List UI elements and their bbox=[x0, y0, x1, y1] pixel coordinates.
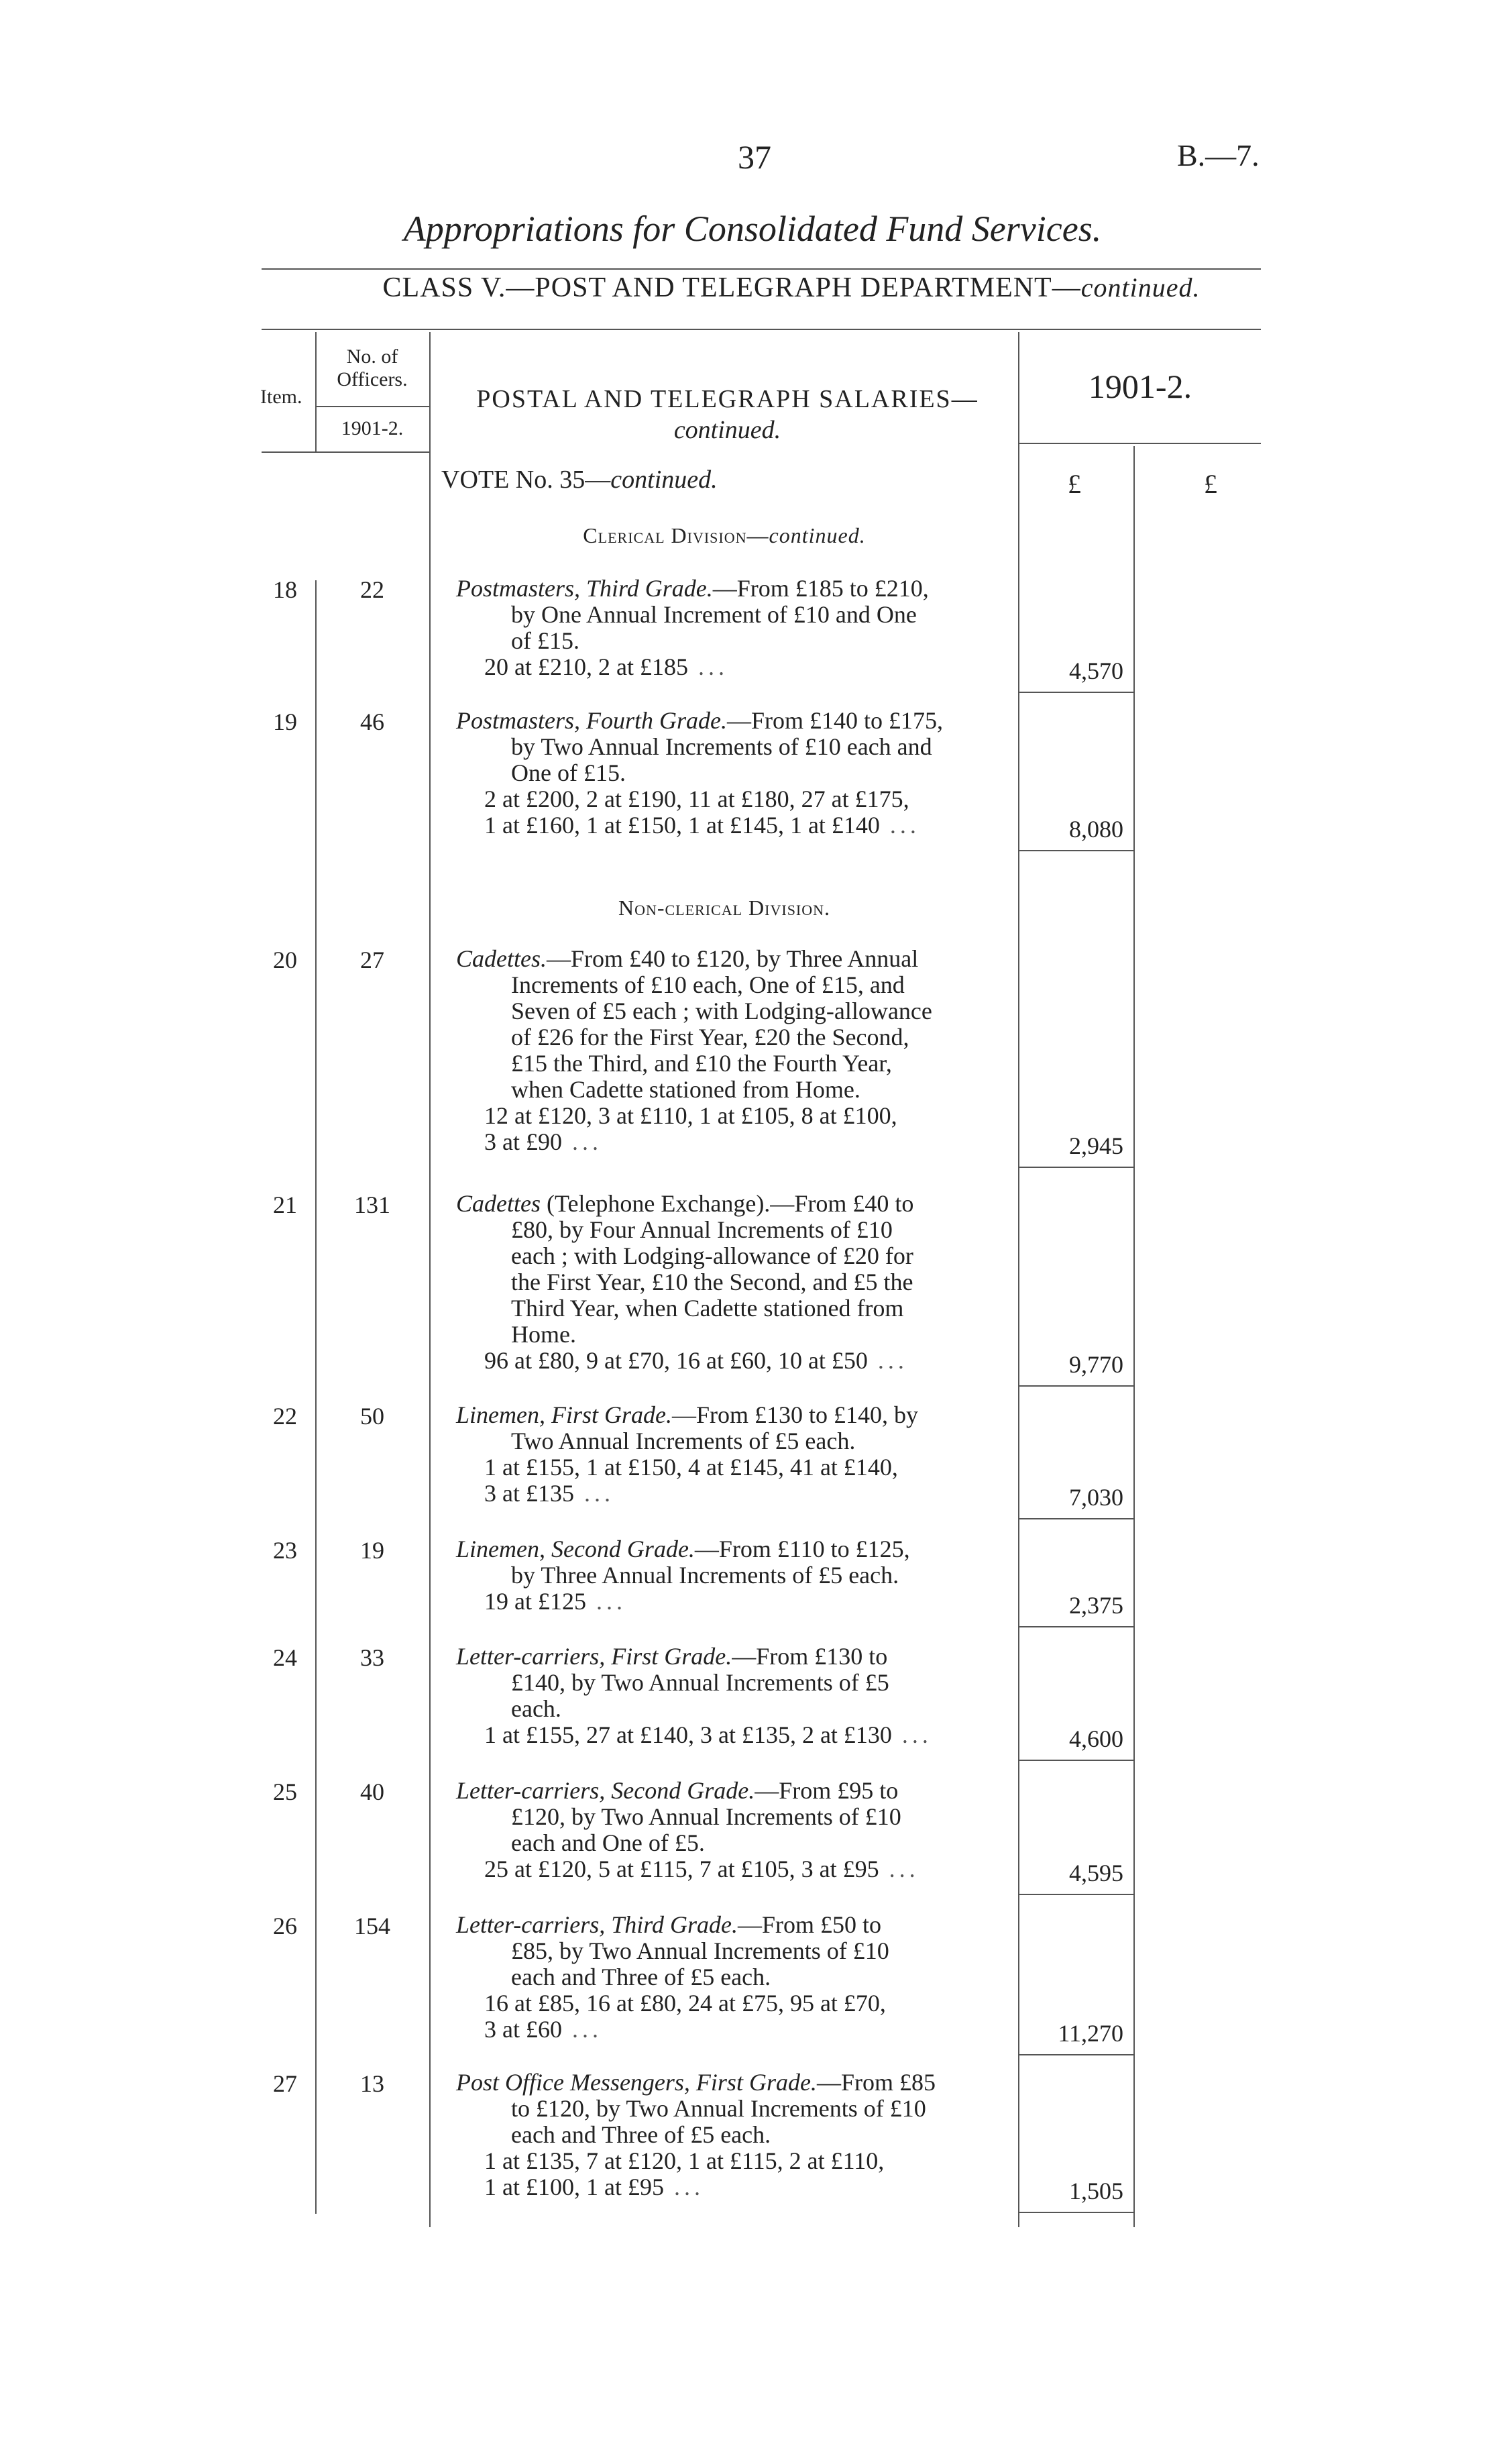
class-heading-continued: continued. bbox=[1080, 272, 1201, 303]
item-number: 19 bbox=[273, 708, 297, 735]
description-text: of £26 for the First Year, £20 the Second, bbox=[511, 1024, 909, 1051]
leader-dots: ... bbox=[561, 2016, 602, 2043]
description-text: From £40 to bbox=[794, 1190, 914, 1217]
description-line bbox=[456, 972, 1013, 998]
description-text: to £120, by Two Annual Increments of £10 bbox=[511, 2095, 926, 2122]
description-line bbox=[456, 708, 1013, 734]
amount-rule bbox=[1018, 1518, 1133, 1519]
grade-title: Postmasters, Third Grade. bbox=[456, 575, 713, 602]
vote-continued: continued. bbox=[610, 466, 718, 494]
breakdown-line bbox=[456, 1103, 1013, 1129]
item-number: 24 bbox=[273, 1644, 297, 1671]
rule-col-amount bbox=[1018, 332, 1019, 2227]
amount-value: 4,595 bbox=[1069, 1860, 1123, 1886]
document-reference: B.—7. bbox=[1177, 138, 1260, 172]
amount-rule bbox=[1018, 1760, 1133, 1761]
breakdown-line bbox=[456, 1129, 1013, 1155]
breakdown-text: 1 at £135, 7 at £120, 1 at £115, 2 at £110, bbox=[484, 2147, 885, 2174]
officer-count: 154 bbox=[354, 1913, 390, 1939]
officer-count: 33 bbox=[360, 1644, 384, 1671]
description-line bbox=[456, 1670, 1013, 1696]
breakdown-line bbox=[456, 1481, 1013, 1507]
amount-rule bbox=[1018, 850, 1133, 851]
currency-symbol-col1: £ bbox=[1068, 469, 1081, 499]
item-number: 22 bbox=[273, 1403, 297, 1430]
column-header-officers-label: Officers. bbox=[337, 368, 408, 390]
description-line bbox=[456, 1964, 1013, 1990]
grade-dash: — bbox=[546, 945, 571, 972]
leader-dots: ... bbox=[867, 1347, 908, 1374]
salary-description bbox=[456, 946, 1013, 1155]
description-line bbox=[456, 1644, 1013, 1670]
amount-rule bbox=[1018, 1894, 1133, 1895]
description-text: One of £15. bbox=[511, 759, 626, 786]
description-line bbox=[456, 1024, 1013, 1051]
vote-label: VOTE No. 35— bbox=[441, 466, 611, 494]
description-text: by Three Annual Increments of £5 each. bbox=[511, 1562, 899, 1589]
breakdown-text: 19 at £125 bbox=[484, 1588, 586, 1615]
description-text: each and Three of £5 each. bbox=[511, 1964, 771, 1990]
breakdown-text: 3 at £135 bbox=[484, 1480, 574, 1507]
description-line bbox=[456, 2096, 1013, 2122]
description-text: From £95 to bbox=[779, 1777, 899, 1804]
amount-rule bbox=[1018, 2212, 1133, 2213]
grade-dash: (Telephone Exchange).— bbox=[540, 1190, 795, 1217]
grade-title: Cadettes bbox=[456, 1190, 541, 1217]
description-line bbox=[456, 576, 1013, 602]
currency-symbol-col2: £ bbox=[1204, 469, 1217, 499]
salary-description bbox=[456, 1191, 1013, 1374]
description-text: Home. bbox=[511, 1321, 576, 1348]
grade-title: Linemen, Second Grade. bbox=[456, 1536, 695, 1562]
breakdown-line bbox=[456, 1454, 1013, 1481]
officer-count: 13 bbox=[360, 2070, 384, 2097]
breakdown-text: 1 at £160, 1 at £150, 1 at £145, 1 at £140 bbox=[484, 812, 880, 839]
salary-description bbox=[456, 1778, 1013, 1882]
column-header-officers-year: 1901-2. bbox=[341, 417, 404, 439]
officer-count: 27 bbox=[360, 947, 384, 973]
salary-description bbox=[456, 1402, 1013, 1507]
rule-col-description bbox=[429, 332, 431, 2227]
breakdown-text: 20 at £210, 2 at £185 bbox=[484, 653, 688, 680]
description-text: when Cadette stationed from Home. bbox=[511, 1076, 860, 1103]
description-line bbox=[456, 1830, 1013, 1856]
amount-rule bbox=[1018, 1167, 1133, 1168]
description-line bbox=[456, 1536, 1013, 1562]
description-line bbox=[456, 1191, 1013, 1217]
grade-dash: — bbox=[755, 1777, 779, 1804]
description-text: each and One of £5. bbox=[511, 1829, 705, 1856]
description-line bbox=[456, 1778, 1013, 1804]
description-line bbox=[456, 1051, 1013, 1077]
column-header-year: 1901-2. bbox=[1088, 368, 1192, 405]
breakdown-text: 25 at £120, 5 at £115, 7 at £105, 3 at £95 bbox=[484, 1856, 879, 1882]
leader-dots: ... bbox=[687, 653, 728, 680]
grade-title: Cadettes. bbox=[456, 945, 547, 972]
description-line bbox=[456, 1428, 1013, 1454]
leader-dots: ... bbox=[891, 1721, 932, 1748]
column-header-salaries bbox=[437, 384, 1017, 445]
section-clerical-division bbox=[429, 523, 1019, 548]
rule-head-officers bbox=[315, 451, 429, 453]
leader-dots: ... bbox=[573, 1480, 614, 1507]
description-text: £140, by Two Annual Increments of £5 bbox=[511, 1669, 889, 1696]
breakdown-line bbox=[456, 1348, 1013, 1374]
section-non-clerical-division: Non-clerical Division. bbox=[618, 896, 831, 920]
description-text: From £130 to bbox=[756, 1643, 888, 1670]
grade-title: Letter-carriers, Second Grade. bbox=[456, 1777, 755, 1804]
rule-col-total bbox=[1133, 446, 1135, 2227]
leader-dots: ... bbox=[879, 812, 920, 839]
grade-dash: — bbox=[712, 575, 737, 602]
rule-col-officers bbox=[315, 580, 317, 2214]
rule-top bbox=[262, 268, 1261, 270]
description-text: From £110 to £125, bbox=[718, 1536, 910, 1562]
description-line bbox=[456, 2070, 1013, 2096]
breakdown-line bbox=[456, 1990, 1013, 2017]
description-line bbox=[456, 1243, 1013, 1269]
description-text: From £185 to £210, bbox=[736, 575, 929, 602]
breakdown-line bbox=[456, 2174, 1013, 2200]
officer-count: 19 bbox=[360, 1537, 384, 1564]
breakdown-text: 1 at £100, 1 at £95 bbox=[484, 2174, 664, 2200]
description-line bbox=[456, 1696, 1013, 1722]
grade-title: Linemen, First Grade. bbox=[456, 1401, 672, 1428]
description-text: Third Year, when Cadette stationed from bbox=[511, 1295, 904, 1322]
description-text: From £140 to £175, bbox=[751, 707, 944, 734]
class-heading-text: CLASS V.—POST AND TELEGRAPH DEPARTMENT— bbox=[382, 272, 1081, 303]
breakdown-line bbox=[456, 1589, 1013, 1615]
officer-count: 46 bbox=[360, 708, 384, 735]
page-number: 37 bbox=[738, 138, 771, 176]
amount-value: 11,270 bbox=[1058, 2020, 1123, 2047]
grade-title: Post Office Messengers, First Grade. bbox=[456, 2069, 817, 2096]
description-line bbox=[456, 1217, 1013, 1243]
grade-dash: — bbox=[732, 1643, 757, 1670]
description-line bbox=[456, 998, 1013, 1024]
breakdown-text: 1 at £155, 1 at £150, 4 at £145, 41 at £140, bbox=[484, 1454, 898, 1481]
amount-value: 2,945 bbox=[1069, 1132, 1123, 1159]
description-line bbox=[456, 760, 1013, 786]
amount-value: 1,505 bbox=[1069, 2178, 1123, 2204]
amount-value: 8,080 bbox=[1069, 816, 1123, 843]
description-line bbox=[456, 2122, 1013, 2148]
description-line bbox=[456, 1077, 1013, 1103]
breakdown-text: 96 at £80, 9 at £70, 16 at £60, 10 at £50 bbox=[484, 1347, 868, 1374]
item-number: 27 bbox=[273, 2070, 297, 2097]
description-line bbox=[456, 1295, 1013, 1322]
salary-description bbox=[456, 1536, 1013, 1615]
description-text: by Two Annual Increments of £10 each and bbox=[511, 733, 932, 760]
breakdown-line bbox=[456, 654, 1013, 680]
leader-dots: ... bbox=[663, 2174, 704, 2200]
vote-heading bbox=[441, 465, 718, 494]
description-text: From £40 to £120, by Three Annual bbox=[570, 945, 919, 972]
breakdown-text: 16 at £85, 16 at £80, 24 at £75, 95 at £70, bbox=[484, 1990, 886, 2017]
breakdown-line bbox=[456, 1722, 1013, 1748]
salary-description bbox=[456, 1912, 1013, 2043]
item-number: 23 bbox=[273, 1537, 297, 1564]
breakdown-line bbox=[456, 812, 1013, 839]
grade-dash: — bbox=[727, 707, 751, 734]
officer-count: 50 bbox=[360, 1403, 384, 1430]
section-clerical-continued: continued. bbox=[769, 523, 866, 547]
description-text: From £50 to bbox=[761, 1911, 881, 1938]
amount-value: 2,375 bbox=[1069, 1592, 1123, 1619]
rule-col-officers-head bbox=[315, 332, 317, 453]
amount-value: 9,770 bbox=[1069, 1351, 1123, 1378]
breakdown-line bbox=[456, 2148, 1013, 2174]
description-text: £15 the Third, and £10 the Fourth Year, bbox=[511, 1050, 892, 1077]
description-line bbox=[456, 1938, 1013, 1964]
grade-title: Letter-carriers, First Grade. bbox=[456, 1643, 732, 1670]
amount-value: 4,570 bbox=[1069, 657, 1123, 684]
rule-officers-sub bbox=[315, 406, 429, 407]
grade-title: Postmasters, Fourth Grade. bbox=[456, 707, 727, 734]
description-line bbox=[456, 1322, 1013, 1348]
section-clerical-label: Clerical Division— bbox=[583, 523, 769, 547]
leader-dots: ... bbox=[586, 1588, 626, 1615]
grade-title: Letter-carriers, Third Grade. bbox=[456, 1911, 738, 1938]
grade-dash: — bbox=[694, 1536, 719, 1562]
amount-rule bbox=[1018, 2054, 1133, 2055]
description-text: the First Year, £10 the Second, and £5 the bbox=[511, 1269, 913, 1295]
rule-head-amount bbox=[1018, 443, 1261, 444]
amount-value: 7,030 bbox=[1069, 1484, 1123, 1511]
description-text: each ; with Lodging-allowance of £20 for bbox=[511, 1242, 913, 1269]
breakdown-text: 12 at £120, 3 at £110, 1 at £105, 8 at £100, bbox=[484, 1102, 897, 1129]
description-line bbox=[456, 628, 1013, 654]
description-text: of £15. bbox=[511, 627, 579, 654]
description-line bbox=[456, 734, 1013, 760]
item-number: 18 bbox=[273, 576, 297, 603]
salary-description bbox=[456, 576, 1013, 680]
column-header-no-of: No. of bbox=[346, 345, 398, 368]
column-header-item: Item. bbox=[260, 386, 302, 408]
description-line bbox=[456, 1269, 1013, 1295]
grade-dash: — bbox=[671, 1401, 696, 1428]
description-text: Two Annual Increments of £5 each. bbox=[511, 1428, 856, 1454]
breakdown-line bbox=[456, 1856, 1013, 1882]
amount-value: 4,600 bbox=[1069, 1725, 1123, 1752]
rule-table-top bbox=[262, 329, 1261, 330]
description-text: each and Three of £5 each. bbox=[511, 2121, 771, 2148]
breakdown-text: 3 at £90 bbox=[484, 1128, 562, 1155]
description-text: £120, by Two Annual Increments of £10 bbox=[511, 1803, 901, 1830]
officer-count: 40 bbox=[360, 1778, 384, 1805]
amount-rule bbox=[1018, 1626, 1133, 1627]
leader-dots: ... bbox=[879, 1856, 919, 1882]
grade-dash: — bbox=[816, 2069, 841, 2096]
item-number: 25 bbox=[273, 1778, 297, 1805]
column-header-salaries-continued: continued. bbox=[673, 416, 781, 444]
rule-head-item bbox=[262, 451, 315, 453]
salary-description bbox=[456, 708, 1013, 839]
breakdown-text: 1 at £155, 27 at £140, 3 at £135, 2 at £130 bbox=[484, 1721, 892, 1748]
description-text: From £130 to £140, by bbox=[695, 1401, 918, 1428]
breakdown-text: 3 at £60 bbox=[484, 2016, 562, 2043]
leader-dots: ... bbox=[561, 1128, 602, 1155]
officer-count: 22 bbox=[360, 576, 384, 603]
description-text: £85, by Two Annual Increments of £10 bbox=[511, 1937, 889, 1964]
description-line bbox=[456, 602, 1013, 628]
column-header-salaries-title: POSTAL AND TELEGRAPH SALARIES— bbox=[476, 385, 979, 413]
breakdown-text: 2 at £200, 2 at £190, 11 at £180, 27 at £175, bbox=[484, 786, 909, 812]
description-line bbox=[456, 946, 1013, 972]
description-line bbox=[456, 1912, 1013, 1938]
page-title: Appropriations for Consolidated Fund Services. bbox=[403, 209, 1102, 249]
description-line bbox=[456, 1402, 1013, 1428]
description-line bbox=[456, 1804, 1013, 1830]
description-text: £80, by Four Annual Increments of £10 bbox=[511, 1216, 893, 1243]
class-heading bbox=[255, 272, 1328, 304]
breakdown-line bbox=[456, 2017, 1013, 2043]
description-text: From £85 bbox=[840, 2069, 936, 2096]
amount-rule bbox=[1018, 1385, 1133, 1387]
salary-description bbox=[456, 2070, 1013, 2200]
officer-count: 131 bbox=[354, 1191, 390, 1218]
description-text: each. bbox=[511, 1695, 561, 1722]
description-text: by One Annual Increment of £10 and One bbox=[511, 601, 917, 628]
amount-rule bbox=[1018, 692, 1133, 693]
item-number: 20 bbox=[273, 947, 297, 973]
description-text: Increments of £10 each, One of £15, and bbox=[511, 971, 905, 998]
description-line bbox=[456, 1562, 1013, 1589]
item-number: 21 bbox=[273, 1191, 297, 1218]
description-text: Seven of £5 each ; with Lodging-allowance bbox=[511, 998, 932, 1024]
item-number: 26 bbox=[273, 1913, 297, 1939]
column-header-officers bbox=[315, 345, 429, 391]
breakdown-line bbox=[456, 786, 1013, 812]
salary-description bbox=[456, 1644, 1013, 1748]
grade-dash: — bbox=[737, 1911, 762, 1938]
